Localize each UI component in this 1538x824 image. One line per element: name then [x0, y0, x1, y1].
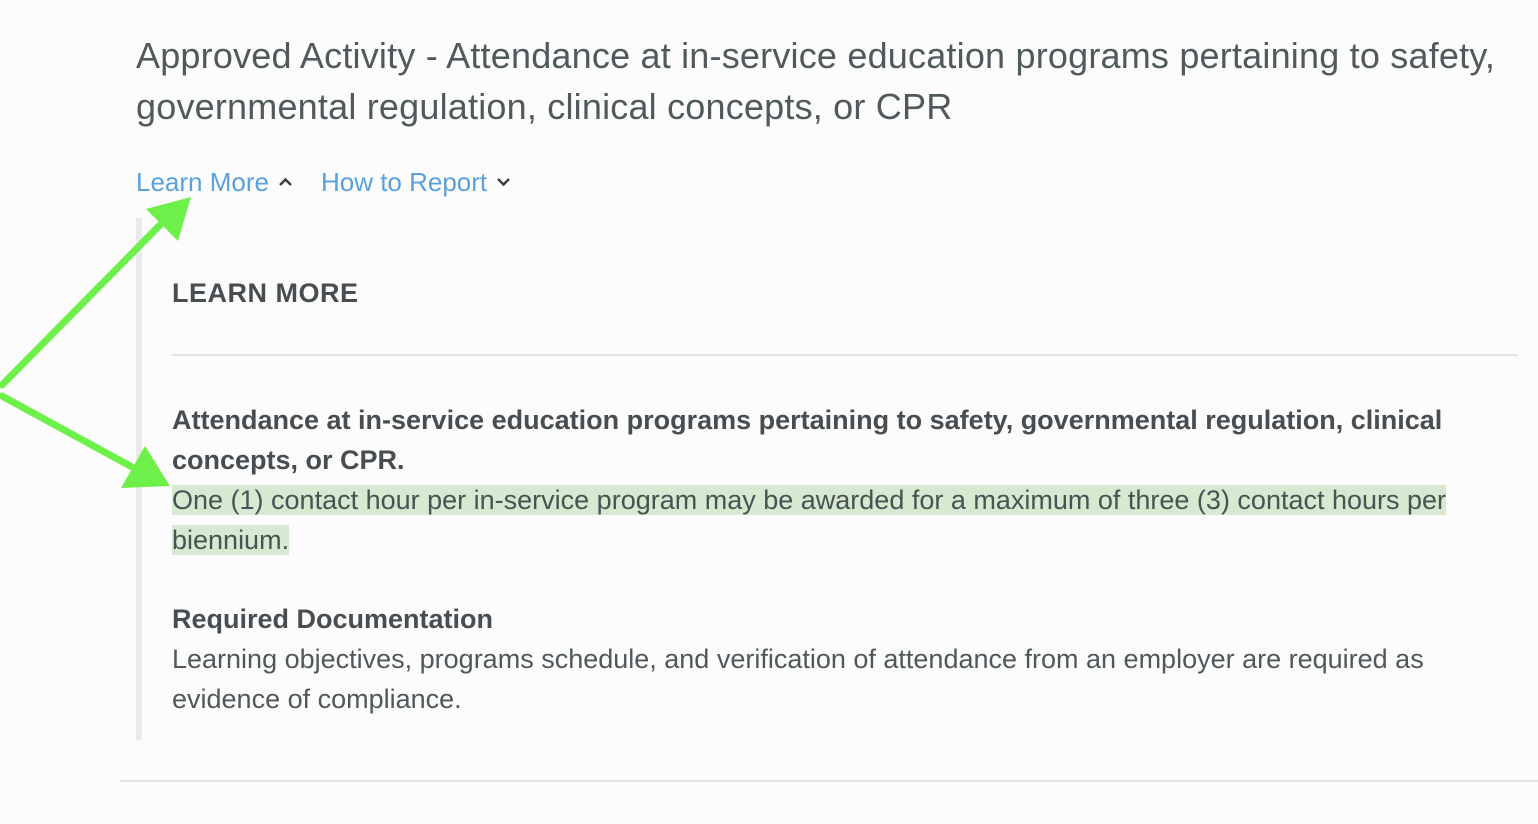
how-to-report-toggle[interactable]: [321, 167, 511, 198]
learn-more-label: Learn More: [136, 166, 269, 197]
section-divider: [120, 780, 1538, 782]
panel-divider: [172, 354, 1518, 356]
required-documentation: [172, 599, 1522, 719]
chevron-down-icon: [496, 177, 511, 187]
chevron-up-icon: [278, 177, 293, 187]
description-title: Attendance at in-service education programs pertaining to safety, governmental regulation, clinical concepts, or CPR.: [172, 405, 1443, 475]
toggle-bar: [136, 164, 539, 200]
documentation-title: Required Documentation: [172, 604, 494, 634]
documentation-body: Learning objectives, programs schedule, and verification of attendance from an employer are required as evidence of compliance.: [172, 644, 1424, 714]
activity-description: [172, 400, 1522, 560]
learn-more-panel: [136, 218, 1526, 740]
panel-heading: LEARN MORE: [172, 278, 359, 308]
description-body-highlighted: One (1) contact hour per in-service program may be awarded for a maximum of three (3) contact hours per biennium.: [172, 485, 1447, 555]
activity-title: Approved Activity - Attendance at in-service education programs pertaining to safety, governmental regulation, clinical concepts, or CPR: [136, 35, 1496, 127]
how-to-report-label: How to Report: [320, 166, 488, 197]
arrow-to-description: [2, 396, 132, 467]
learn-more-toggle[interactable]: [136, 167, 293, 198]
